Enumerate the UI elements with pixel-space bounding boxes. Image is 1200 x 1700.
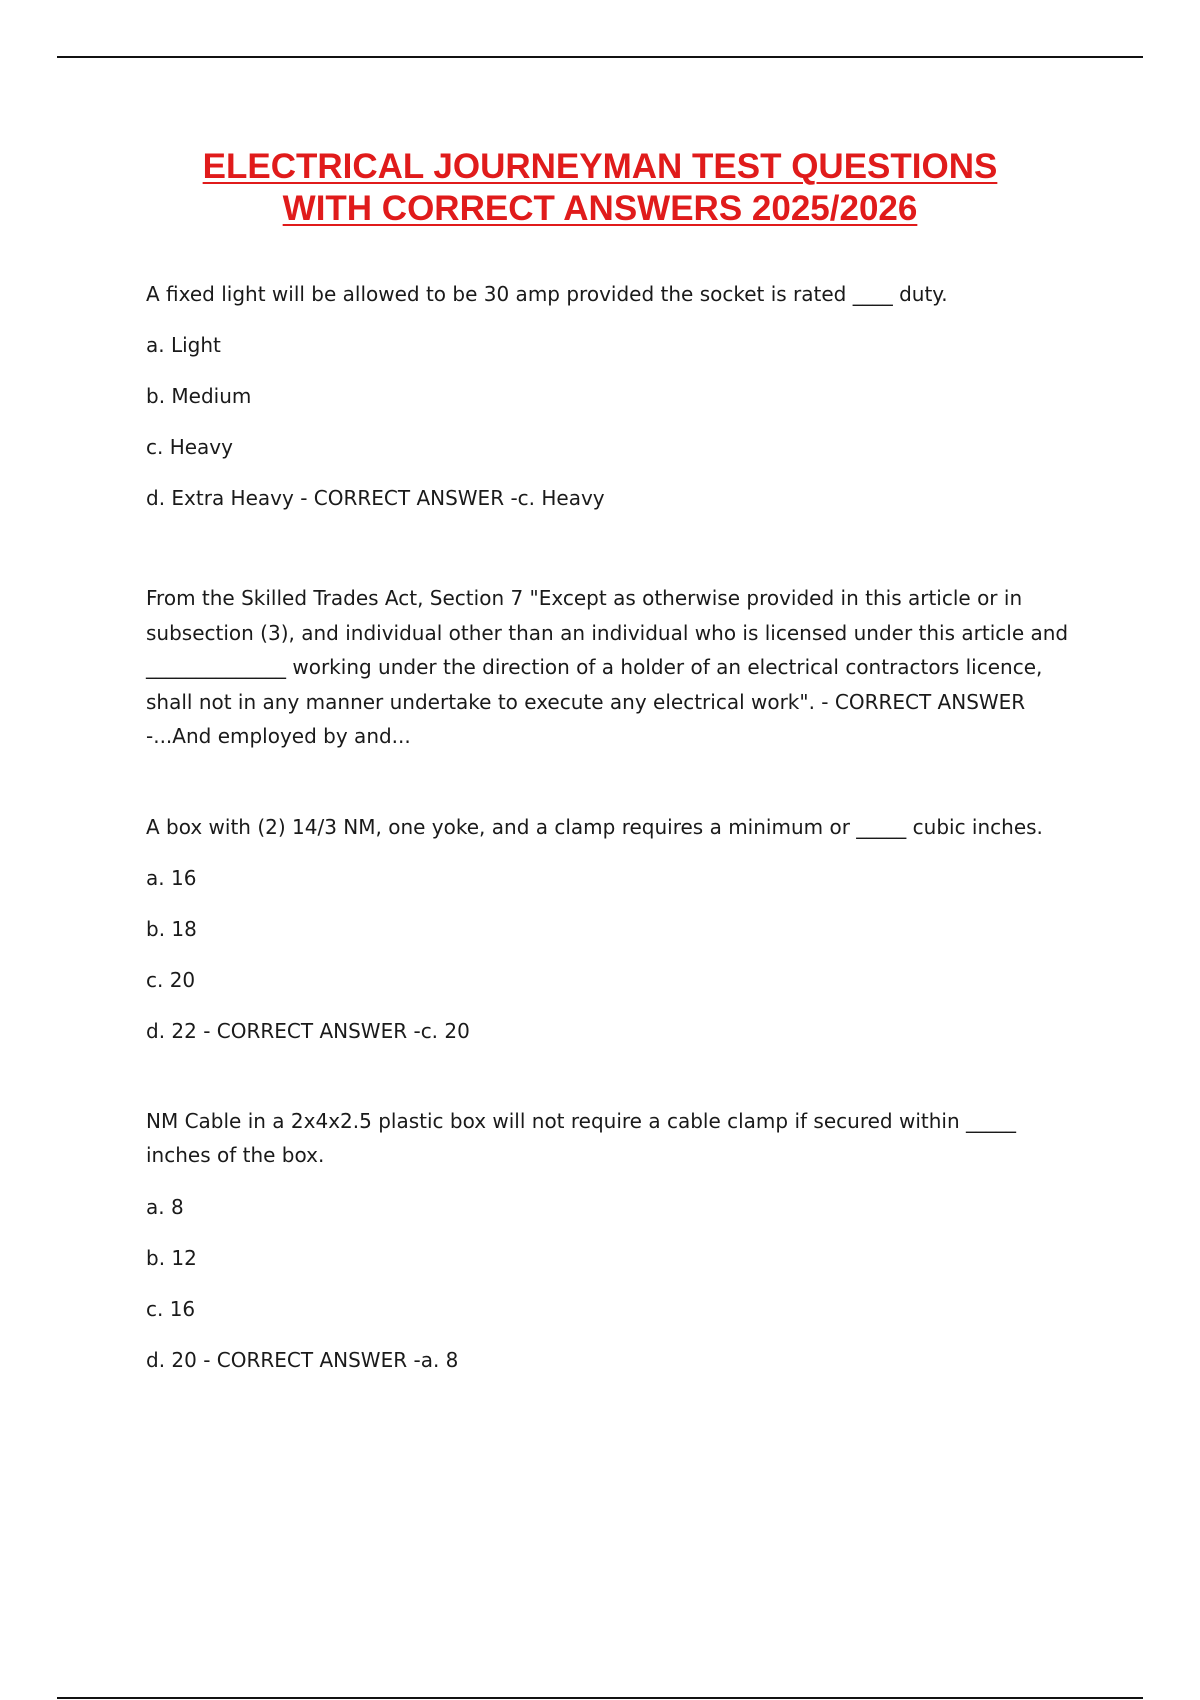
option-c: c. Heavy xyxy=(146,435,233,459)
question-text: NM Cable in a 2x4x2.5 plastic box will not require a cable clamp if secured within _____ inches of the box. xyxy=(146,1108,1016,1167)
option-c: c. 20 xyxy=(146,967,196,992)
question-3 xyxy=(146,810,1086,1048)
option-b: b. Medium xyxy=(146,384,252,408)
top-rule xyxy=(57,56,1143,58)
option-b: b. 18 xyxy=(146,916,197,941)
option-a: a. 16 xyxy=(146,865,197,890)
question-2 xyxy=(146,581,1086,754)
option-d-with-answer: d. Extra Heavy - CORRECT ANSWER -c. Heavy xyxy=(146,486,605,510)
question-1 xyxy=(146,277,1086,515)
option-a: a. 8 xyxy=(146,1194,184,1219)
question-list xyxy=(146,277,1086,1443)
question-text: A fixed light will be allowed to be 30 amp provided the socket is rated ____ duty. xyxy=(146,282,948,306)
question-4 xyxy=(146,1104,1086,1377)
option-b: b. 12 xyxy=(146,1245,197,1270)
question-text: A box with (2) 14/3 NM, one yoke, and a clamp requires a minimum or _____ cubic inches. xyxy=(146,814,1043,839)
document-title xyxy=(0,146,1200,230)
title-line-2: WITH CORRECT ANSWERS 2025/2026 xyxy=(282,189,918,228)
option-d-with-answer: d. 20 - CORRECT ANSWER -a. 8 xyxy=(146,1347,459,1372)
option-c: c. 16 xyxy=(146,1296,196,1321)
option-d-with-answer: d. 22 - CORRECT ANSWER -c. 20 xyxy=(146,1018,470,1043)
bottom-rule xyxy=(57,1697,1143,1699)
title-line-1: ELECTRICAL JOURNEYMAN TEST QUESTIONS xyxy=(202,147,998,186)
option-a: a. Light xyxy=(146,333,221,357)
question-text: From the Skilled Trades Act, Section 7 "Except as otherwise provided in this article or in subsection (3), and individual other than an individual who is licensed under this article and ______________ working under the direction of a holder of an electrical contractors licence, shall not in any manner undertake to execute any electrical work". - CORRECT ANSWER -...And employed by and... xyxy=(146,586,1069,748)
